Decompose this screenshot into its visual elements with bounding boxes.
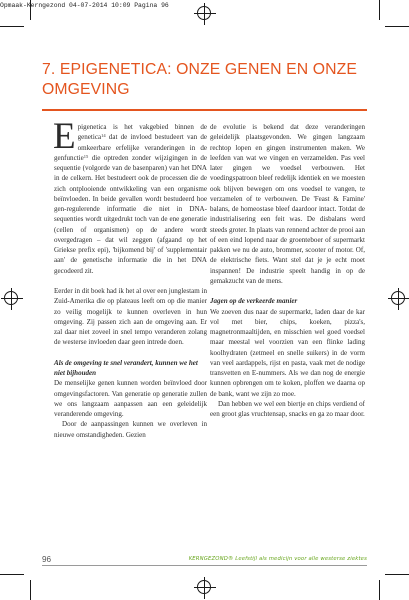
body-paragraph: De menselijke genen kunnen worden beïnvloed door omgevingsfactoren. Van generatie op generatie zullen we ons langzaam aanpassen aan een geleidelijk veranderende omgeving. <box>54 379 207 418</box>
footer-rule <box>42 565 367 566</box>
right-column <box>210 122 365 419</box>
section-heading: Als de omgeving te snel verandert, kunnen we het niet bijhouden <box>54 358 198 377</box>
registration-mark-icon <box>197 6 211 20</box>
body-paragraph: Eerder in dit boek had ik het al over een junglestam in Zuid-Amerika die op plateaus leeft om op die manier zo veilig mogelijk te kunnen overleven in hun omgeving. Zij passen zich aan de omgeving aan. Er zal daar niet zoveel in snel tempo veranderen zolang de westerse invloeden daar geen intrede doen. <box>54 287 207 347</box>
footnote-ref[interactable]: 15 <box>83 153 89 159</box>
registration-mark-icon <box>391 291 405 305</box>
drop-cap: E <box>53 116 76 157</box>
footnote-ref[interactable]: 14 <box>101 133 106 139</box>
registration-mark-icon <box>4 291 18 305</box>
footer-brand-line: KERNGEZOND® Leefstijl als medicijn voor alle westerse ziektes <box>188 556 367 562</box>
intro-paragraph: Epigenetica is het vakgebied binnen de genetica$^{14}$ dat de invloed bestudeert van de omkeerbare erfelijke veranderingen in de genfunctie$^{15}$ die optreden zonder wijzigingen in de sequentie (volgorde van de basenparen) van het DNA in de celkern. Het bestudeert ook de processen die de zich ontplooiende ontwikkeling van een organisme beïnvloeden. In beide gevallen wordt bestudeerd hoe gen-regulerende informatie die niet in DNA-sequenties wordt uitgedrukt toch van de ene generatie (cellen of organismen) op de andere wordt overgedragen – dat wil zeggen (afgaand op het Griekse prefix epi), 'bijkomend bij' of 'supplementair aan' de genetische informatie die in het DNA gecodeerd zit. <box>53 116 207 275</box>
body-paragraph: Dan hebben we wel een biertje en chips verdiend of een groot glas vruchtensap, snacks en ga zo maar door. <box>210 399 365 418</box>
chapter-title <box>42 60 367 100</box>
page-number: 96 <box>42 555 52 564</box>
registration-mark-icon <box>197 580 211 594</box>
left-column <box>53 116 207 440</box>
chapter-title-line-1: 7. EPIGENETICA: ONZE GENEN EN ONZE <box>42 61 358 78</box>
body-paragraph: de evolutie is bekend dat deze veranderingen geleidelijk plaatsgevonden. We gingen langzaam rechtop lopen en gingen instrumenten maken. We leefden van wat we vingen en verzamelden. Pas veel later gingen we voedsel verbouwen. Het voedingspatroon bleef redelijk identiek en we moesten ook blijven bewegen om ons voedsel te vangen, te verzamelen of te verbouwen. De 'Feast & Famine' balans, de homeostase bleef daardoor intact. Totdat de industrialisering een feit was. De disbalans werd steeds groter. In plaats van rennend achter de prooi aan of een eind lopend naar de groenteboer of supermarkt pakken we nu de auto, brommer, scooter of motor. Of, de elektrische fiets. Want stel dat je je echt moet inspannen! De industrie speelt handig in op de gemakzucht van de mens. <box>210 123 365 285</box>
title-underline <box>42 109 367 111</box>
print-slug: Opmaak-Kerngezond 04-07-2014 10:09 Pagina 96 <box>0 2 169 9</box>
body-paragraph: Door de aanpassingen kunnen we overleven in nieuwe omstandigheden. Gezien <box>54 420 207 439</box>
section-heading: Jagen op de verkeerde manier <box>210 297 298 306</box>
body-paragraph: We zoeven dus naar de supermarkt, laden daar de kar vol met bier, chips, koeken, pizza's, magnetronmaaltijden, en misschien wel goed voedsel maar meestal wel voorzien van een flinke lading koolhydraten (zetmeel en snelle suikers) in de vorm van veel aardappels, rijst en pasta, vaak met de nodige transvetten en E-nummers. Als we dan nog de energie kunnen opbrengen om te koken, ploffen we daarna op de bank, want we zijn zo moe. <box>210 307 365 398</box>
chapter-title-line-2: OMGEVING <box>42 81 130 98</box>
